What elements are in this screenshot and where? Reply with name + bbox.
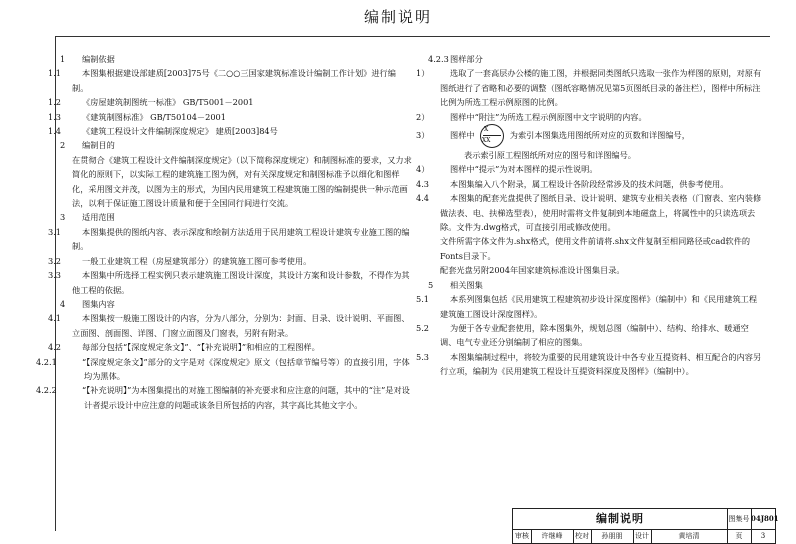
paragraph: 3） 图样中 $\frac{X}{XX}$ 为索引本图集选用图纸所对应的页数和详图编号， — [428, 124, 764, 148]
clause-number: 4.1 — [48, 313, 62, 324]
paragraph-text: 为便于各专业配套使用，除本图集外，规划总图（编制中）、结构、给排水、暖通空调、电气专业还分别编制了相应的图集。 — [440, 322, 749, 348]
paragraph-text: “【深度规定条文】”部分的文字是对《深度规定》原文（包括章节编号等）的直接引用，字体均为黑体。 — [82, 356, 410, 381]
review-name: 许继峰 — [531, 529, 574, 543]
paragraph-text: 每部分包括“【深度规定条文】”、“【补充说明】”和相应的工程图样。 — [82, 342, 320, 353]
paragraph-text: 本图集根据建设部建质[2003]75号《二○○三国家建筑标准设计编制工作计划》进行编制。 — [72, 68, 396, 93]
atlas-no-value: 04J801 — [751, 514, 779, 523]
paragraph-text: 图样部分 — [450, 54, 483, 64]
paragraph — [416, 350, 764, 379]
paragraph-text: 配套光盘另附2004年国家建筑标准设计图集目录。 — [440, 265, 625, 276]
paragraph-text: 相关图集 — [450, 279, 483, 290]
paragraph-text: 本图集编制过程中，将较为重要的民用建筑设计中各专业互提资料、相互配合的内容另行立项，编制为《民用建筑工程设计互提资料深度及图样》（编制中）。 — [440, 351, 762, 377]
paragraph — [48, 340, 412, 354]
check-label: 校对 — [573, 529, 592, 543]
paragraph-text: 表示索引原工程图纸所对应的图号和详图编号。 — [464, 150, 636, 161]
section-heading — [428, 278, 764, 292]
paragraph-text: 图集内容 — [82, 298, 115, 309]
paragraph — [416, 292, 764, 321]
paragraph-text: 选取了一套高层办公楼的施工图，并根据同类图纸只选取一张作为样图的原则，对原有图纸进行了省略和必要的调整（图纸容略情况见第5页图纸目录的备注栏），图样中所标注比例为所选工程示例原图的比例。 — [440, 68, 762, 108]
clause-number: 5.3 — [416, 351, 430, 362]
index-symbol-icon: $\frac{X}{XX}$ — [480, 124, 504, 148]
page-label: 页 — [727, 529, 752, 543]
paragraph — [416, 162, 764, 176]
right-column — [416, 52, 764, 379]
section-heading — [60, 210, 412, 224]
title-block — [512, 508, 779, 544]
paragraph-text: 适用范围 — [82, 212, 115, 223]
clause-number: 2 — [60, 140, 66, 151]
paragraph — [48, 66, 412, 95]
atlas-no-label: 图集号 — [727, 509, 752, 529]
paragraph-text: 本图集编入八个附录，属工程设计各阶段经常涉及的技术问题，供参考使用。 — [450, 178, 729, 189]
section-heading — [60, 297, 412, 311]
clause-number: 1.1 — [48, 68, 62, 79]
clause-number: 3.3 — [48, 270, 62, 281]
paragraph-text: 编制目的 — [82, 140, 115, 151]
paragraph-text: 本图集提供的图纸内容、表示深度和绘制方法适用于民用建筑工程设计建筑专业施工图的编制。 — [72, 226, 410, 252]
design-label: 设计 — [633, 529, 652, 543]
paragraph — [428, 148, 764, 162]
paragraph — [416, 66, 764, 109]
section-heading — [60, 52, 412, 66]
paragraph — [48, 124, 412, 138]
paragraph-text: 编制依据 — [82, 54, 115, 64]
paragraph — [48, 311, 412, 340]
clause-number: 1） — [416, 68, 430, 79]
paragraph — [416, 177, 764, 191]
clause-number: 3.2 — [48, 255, 62, 266]
clause-number: 3） — [416, 130, 430, 141]
review-label: 审核 — [513, 529, 532, 543]
paragraph — [48, 110, 412, 124]
paragraph-text: 《建筑工程设计文件编制深度规定》 建质[2003]84号 — [82, 126, 278, 137]
paragraph — [416, 110, 764, 124]
paragraph — [416, 321, 764, 350]
paragraph — [48, 268, 412, 297]
clause-number: 4.3 — [416, 178, 430, 189]
paragraph — [416, 191, 764, 234]
clause-number: 1 — [60, 54, 66, 64]
design-name: 黄培清 — [651, 529, 728, 543]
paragraph-text: 文件所需字体文件为.shx格式，使用文件前请将.shx文件复制至相同路径或cad软件的Fonts目录下。 — [440, 236, 751, 261]
paragraph — [48, 254, 412, 268]
paragraph-text: 本图集中所选择工程实例只表示建筑施工图设计深度，其设计方案和设计参数，不得作为其他工程的依据。 — [72, 270, 410, 295]
clause-number: 1.2 — [48, 97, 62, 108]
paragraph-text: 图样中“附注”为所选工程示例原图中文字说明的内容。 — [450, 111, 647, 122]
section-heading — [60, 138, 412, 152]
clause-number: 3.1 — [48, 226, 62, 237]
check-name: 孙朋朋 — [591, 529, 634, 543]
paragraph-text: 《建筑制图标准》 GB/T50104－2001 — [82, 111, 226, 122]
clause-number: 4.4 — [416, 193, 430, 204]
paragraph — [36, 355, 412, 384]
clause-number: 5.2 — [416, 322, 430, 333]
paragraph — [36, 383, 412, 412]
clause-number: 1.3 — [48, 111, 62, 122]
page-title: 编制说明 — [363, 8, 432, 26]
paragraph — [428, 234, 764, 263]
paragraph — [48, 95, 412, 109]
paragraph-text: 本系列图集包括《民用建筑工程建筑初步设计深度图样》（编制中）和《民用建筑工程建筑施工图设计深度图样》。 — [440, 294, 758, 319]
paragraph-text: 本图集按一般施工图设计的内容，分为八部分，分别为：封面、目录、设计说明、平面图、立面图、剖面图、详图、门窗立面图及门窗表，另附有附录。 — [72, 313, 410, 338]
left-column — [36, 52, 412, 412]
paragraph — [48, 225, 412, 254]
clause-number: 4.2 — [48, 342, 62, 353]
paragraph-text: 一般工业建筑工程（房屋建筑部分）的建筑施工图可参考使用。 — [82, 255, 312, 266]
paragraph-text: 《房屋建筑制图统一标准》 GB/T5001－2001 — [82, 97, 254, 108]
clause-number: 4.2.1 — [36, 356, 57, 367]
title-block-title: 编制说明 — [513, 509, 728, 529]
clause-number: 4） — [416, 164, 430, 175]
clause-number: 5 — [428, 279, 434, 290]
clause-number: 2） — [416, 111, 430, 122]
paragraph-text: “【补充说明】”为本图集提出的对施工图编制的补充要求和应注意的问题，其中的“注”是对设计者提示设计中应注意的问题或该条目所包括的内容，其字高比其他文字小。 — [82, 385, 410, 410]
paragraph-text: 在贯彻合《建筑工程设计文件编制深度规定》（以下简称深度规定）和制图标准的要求，又力求简化的原则下，以实际工程的建筑施工图为例，对有关深度规定和制图标准予以细化和图样化，采用图文并茂，以图为主的形式，为国内民用建筑工程建筑施工图的编制提供一种示范画法，以利于保证施工图设计质量和便于全国同行间进行交流。 — [72, 154, 412, 209]
clause-number: 4 — [60, 298, 66, 309]
paragraph-text: 本图集的配套光盘提供了图纸目录、设计说明、建筑专业相关表格（门窗表、室内装修做法表、电、扶梯选型表），使用时需将文件复制到本地磁盘上，将属性中的只读选项去除。文件为.dwg格式，可直接引用或修改使用。 — [440, 193, 762, 233]
clause-number: 3 — [60, 212, 66, 223]
page-number: 3 — [760, 532, 766, 540]
paragraph — [60, 153, 412, 211]
paragraph — [428, 263, 764, 277]
clause-number: 4.2.2 — [36, 385, 57, 396]
clause-number: 1.4 — [48, 126, 62, 137]
paragraph-text: 图样中“提示”为对本图样的提示性说明。 — [450, 164, 598, 175]
clause-number: 5.1 — [416, 294, 430, 305]
section-heading — [428, 52, 764, 66]
clause-number: 4.2.3 — [428, 54, 449, 64]
